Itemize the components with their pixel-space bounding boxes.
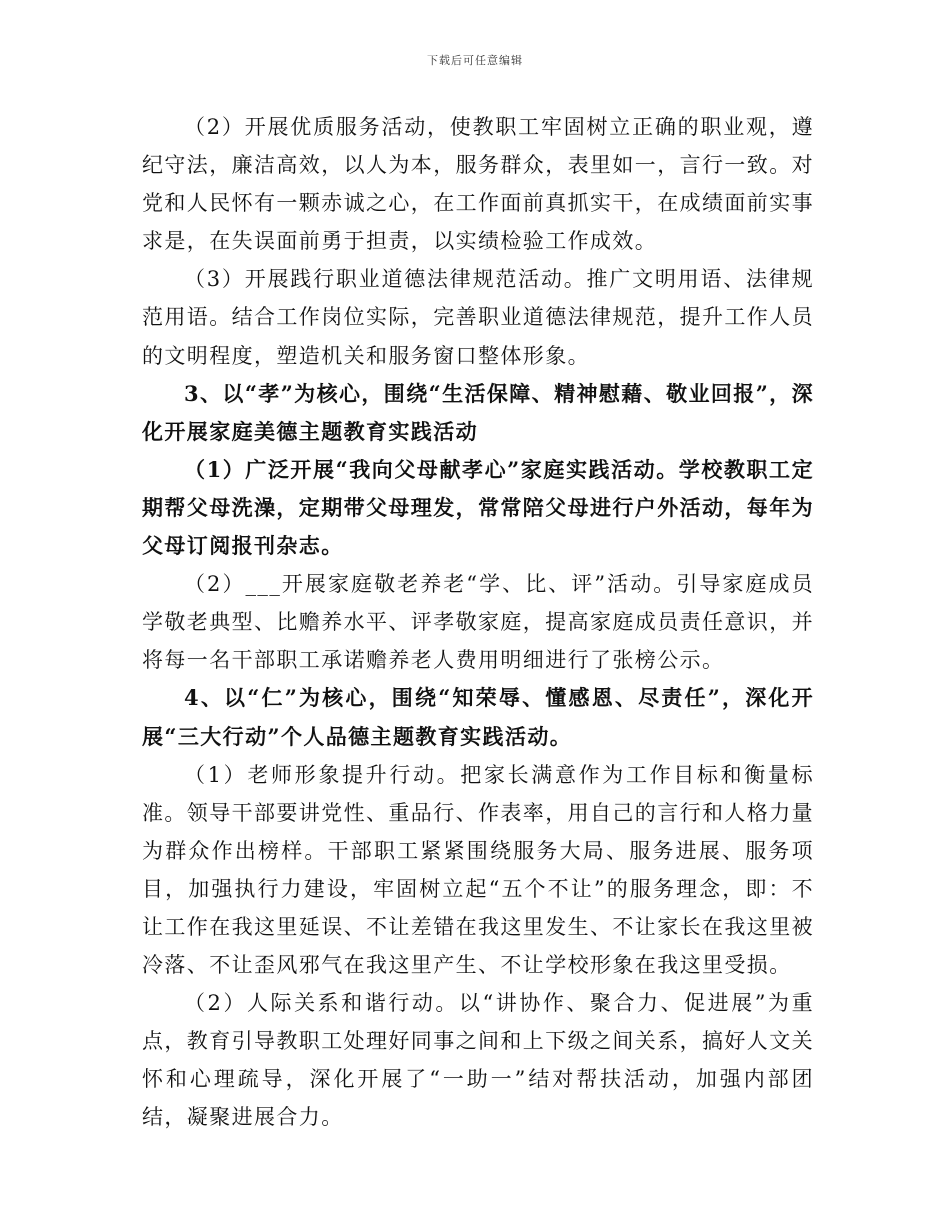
page-header: 下载后可任意编辑 — [427, 54, 523, 67]
paragraph-elder-care: （2）___开展家庭敬老养老“学、比、评”活动。引导家庭成员学敬老典型、比赡养水平、评孝敬家庭，提高家庭成员责任意识，并将每一名干部职工承诺赡养老人费用明细进行了张榜公示。 — [142, 572, 814, 673]
paragraph-filial-practice: （1）广泛开展“我向父母献孝心”家庭实践活动。学校教职工定期帮父母洗澡，定期带父母理发，常常陪父母进行户外活动，每年为父母订阅报刊杂志。 — [142, 456, 814, 559]
section-heading-benevolence: 4、以“仁”为核心，围绕“知荣辱、懂感恩、尽责任”，深化开展“三大行动”个人品德主题教育实践活动。 — [142, 685, 814, 749]
paragraph-professional-ethics: （3）开展践行职业道德法律规范活动。推广文明用语、法律规范用语。结合工作岗位实际，完善职业道德法律规范，提升工作人员的文明程度，塑造机关和服务窗口整体形象。 — [142, 267, 814, 368]
paragraph-quality-service: （2）开展优质服务活动，使教职工牢固树立正确的职业观，遵纪守法，廉洁高效，以人为本，服务群众，表里如一，言行一致。对党和人民怀有一颗赤诚之心，在工作面前真抓实干，在成绩面前实事求是，在失误面前勇于担责，以实绩检验工作成效。 — [142, 115, 814, 254]
document-body — [142, 108, 814, 1137]
paragraph-interpersonal-harmony: （2）人际关系和谐行动。以“讲协作、聚合力、促进展”为重点，教育引导教职工处理好同事之间和上下级之间关系，搞好人文关怀和心理疏导，深化开展了“一助一”结对帮扶活动，加强内部团结，凝聚进展合力。 — [142, 991, 814, 1130]
paragraph-teacher-image: （1）老师形象提升行动。把家长满意作为工作目标和衡量标准。领导干部要讲党性、重品行、作表率，用自己的言行和人格力量为群众作出榜样。干部职工紧紧围绕服务大局、服务进展、服务项目，加强执行力建设，牢固树立起“五个不让”的服务理念，即：不让工作在我这里延误、不让差错在我这里发生、不让家长在我这里被冷落、不让歪风邪气在我这里产生、不让学校形象在我这里受损。 — [142, 762, 814, 978]
section-heading-filial-piety: 3、以“孝”为核心，围绕“生活保障、精神慰藉、敬业回报”，深化开展家庭美德主题教育实践活动 — [142, 380, 814, 444]
